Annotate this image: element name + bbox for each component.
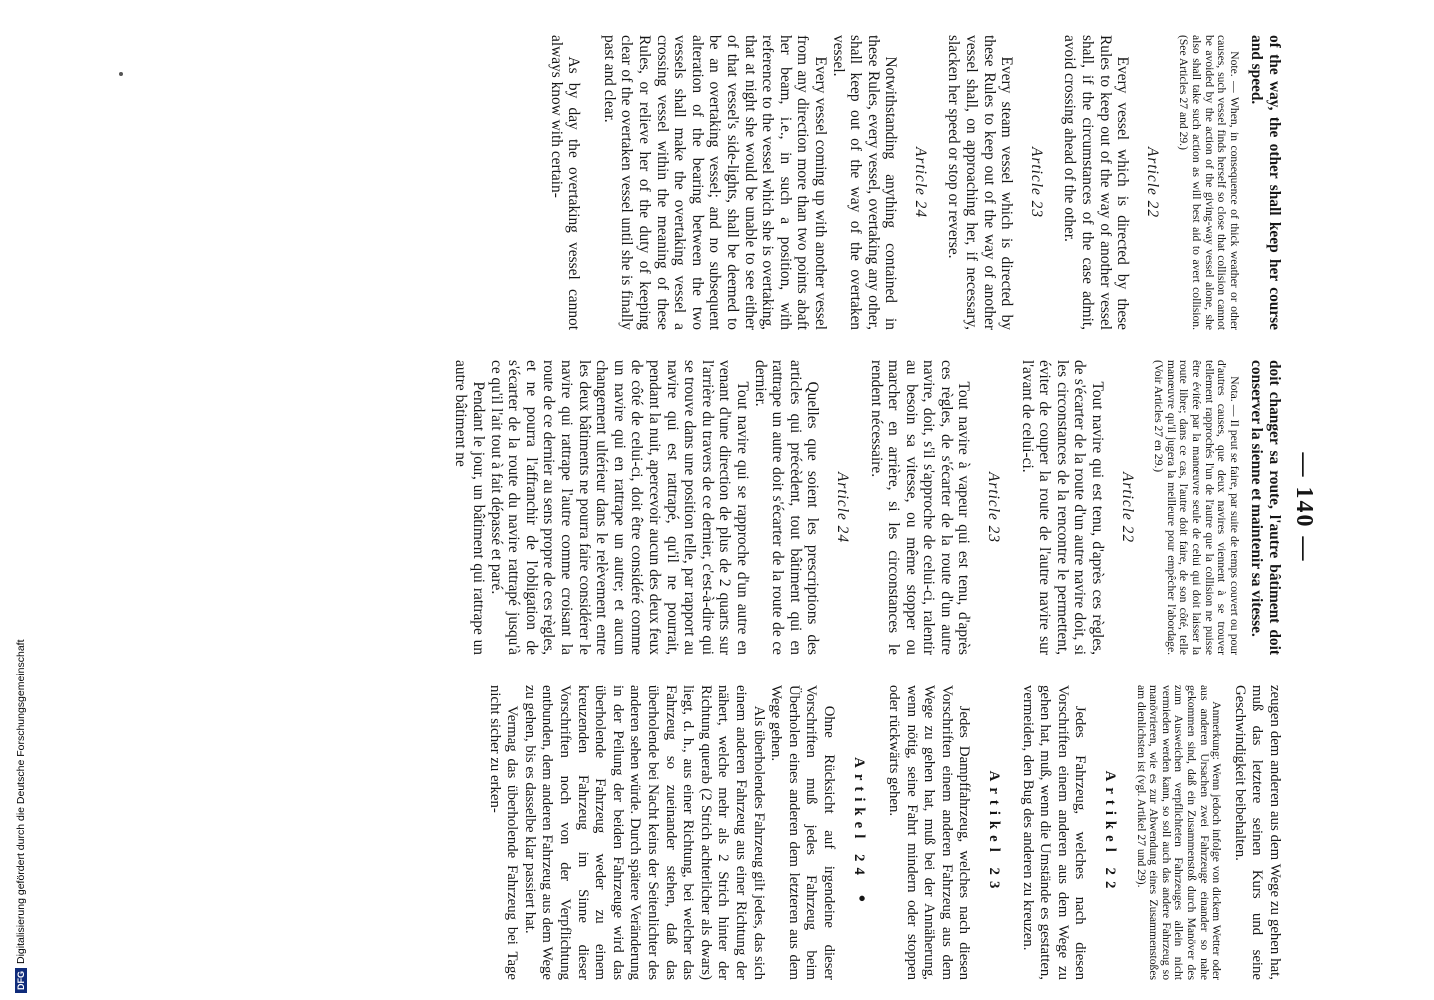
english-article-24-para-3: As by day the overtaking vessel cannot always know with certain- — [547, 35, 583, 330]
german-article-22-text: Jedes Fahrzeug, welches nach diesen Vorschriften einem anderen aus dem Wege zu gehen hat, muß, wenn die Umstände es gestatten, vermeiden, den Bug des anderen zu kreuzen. — [1019, 685, 1089, 980]
dfg-footer-text: Digitalisierung gefördert durch die Deutsche Forschungsgemeinschaft — [15, 639, 27, 964]
english-column — [113, 35, 1283, 330]
english-article-24-heading: Article 24 — [911, 146, 929, 219]
french-article-24-para-3: Pendant le jour, un bâtiment qui rattrape un autre bâtiment ne — [452, 360, 488, 655]
german-article-24-para-1: Ohne Rücksicht auf irgendeine dieser Vorschriften muß jedes Fahrzeug beim Überholen eines anderen dem letzteren aus dem Wege gehen. — [768, 685, 837, 980]
english-article-24-para-1: Notwithstanding anything contained in these Rules, every vessel, overtaking any other, shall keep out of the way of the overtaken vessel. — [829, 35, 900, 330]
english-article-22-text: Every vessel which is directed by these Rules to keep out of the way of another vessel shall, if the circumstances of the case admit, avoid crossing ahead of the other. — [1061, 35, 1132, 330]
french-article-24-heading: Article 24 — [833, 471, 851, 544]
german-column — [113, 685, 1283, 980]
french-article-23-heading: Article 23 — [985, 471, 1003, 544]
french-article-24-para-2: Tout navire qui se rapproche d'un autre en venant d'une direction de plus de 2 quarts sur l'arrière du travers de ce dernier, c'est-à-dire qui se trouve dans une position telle, par rapport au navire qui est rattrapé, qu'il ne pourrait, pendant la nuit, apercevoir aucun des deux feux de côté de celui-ci, doit être considéré comme un navire qui en rattrape un autre; et aucun changement ultérieur dans le relèvement entre les deux bâtiments ne pourra faire considérer le navire qui rattrape l'autre comme croisant la route de ce dernier au sens propre de ces règles, et ne pourra l'affranchir de l'obligation de s'écarter de la route du navire rattrapé jusqu'à ce qu'il l'ait tout à fait dépassé et paré. — [487, 360, 751, 655]
french-intro: doit changer sa route, l'autre bâtiment doit conserver la sienne et maintenir sa vitesse. — [1248, 360, 1283, 655]
scan-speck — [119, 72, 123, 76]
french-note: Nota. — Il peut se faire, par suite de temps couvert ou pour d'autres causes, que deux navires viennent à se trouver tellement rapprochés l'un de l'autre que la collision ne puisse être évitée par la manœuvre seule de celui qui doit laisser la route libre; dans ce cas, l'autre doit faire, de son côté, telle manœuvre qu'il jugera la meilleure pour empêcher l'abordage. (Voir Articles 27 en 29.) — [1152, 360, 1241, 655]
german-article-23-text: Jedes Dampffahrzeug, welches nach diesen Vorschriften einem anderen Fahrzeug aus dem Wege zu gehen hat, muß bei der Annäherung, wenn nötig, seine Fahrt mindern oder stoppen oder rückwärts gehen. — [886, 685, 973, 980]
french-column — [113, 360, 1283, 655]
german-article-22-heading: Artikel 22 — [1102, 770, 1119, 895]
dfg-footer — [15, 639, 27, 993]
german-article-24-title: Artikel 24 — [850, 757, 867, 881]
german-article-24-heading — [849, 685, 872, 980]
english-article-22-heading: Article 22 — [1143, 146, 1161, 219]
french-article-24-para-1: Quelles que soient les prescriptions des articles qui précèdent, tout bâtiment qui en rattrape un autre doit s'écarter de la route de ce dernier. — [751, 360, 822, 655]
german-article-24-para-2: Als überholendes Fahrzeug gilt jedes, das sich einem anderen Fahrzeug aus einer Richtung der nähert, welche mehr als 2 Strich hinter der Richtung querab (2 Strich achterlicher als dwars) liegt, d. h., aus einer Richtung, bei welcher das Fahrzeug so zueinander stehen, daß das überholende bei Nacht keins der Seitenlichter des anderen sehen würde. Durch spätere Veränderung in der Peilung der beiden Fahrzeuge wird das überholende Fahrzeug weder zu einem kreuzenden Fahrzeug im Sinne dieser Vorschriften noch von der Verpflichtung entbunden, dem anderen Fahrzeug aus dem Wege zu gehen, bis es dasselbe klar passiert hat. — [521, 685, 767, 980]
english-note: Note. — When, in consequence of thick weather or other causes, such vessel finds herself so close that collision cannot be avoided by the action of the giving-way vessel alone, she also shall take such action as will best aid to avert collision. (See Articles 27 and 29.) — [1177, 35, 1241, 330]
german-intro: zeugen dem anderen aus dem Wege zu gehen hat, muß das letztere seinen Kurs und seine Geschwindigkeit beibehalten. — [1231, 685, 1283, 980]
english-article-24-para-2: Every vessel coming up with another vessel from any direction more than two points abaft her beam, i.e., in such a position, with reference to the vessel which she is overtaking, that at night she would be unable to see either of that vessel's side-lights, shall be deemed to be an overtaking vessel; and no subsequent alteration of the bearing between the two vessels shall make the overtaking vessel a crossing vessel within the meaning of these Rules, or relieve her of the duty of keeping clear of the overtaken vessel until she is finally past and clear. — [600, 35, 829, 330]
french-article-23-text: Tout navire à vapeur qui est tenu, d'après ces règles, de s'écarter de la route d'un autre navire, doit, s'il s'approche de celui-ci, ralentir au besoin sa vitesse, ou même stopper ou marcher en arrière, si les circonstances le rendent nécessaire. — [867, 360, 973, 655]
rotated-page — [102, 35, 1317, 980]
page-number: — 140 — — [1291, 452, 1317, 563]
german-article-23-heading: Artikel 23 — [986, 770, 1003, 895]
german-article-24-para-3: Vermag das überholende Fahrzeug bei Tage nicht sicher zu erken- — [486, 685, 521, 980]
dfg-logo: DFG — [15, 968, 27, 993]
english-article-23-heading: Article 23 — [1027, 146, 1045, 219]
english-article-23-text: Every steam vessel which is directed by these Rules to keep out of the way of another vessel shall, on approaching her, if necessary, slacken her speed or stop or reverse. — [945, 35, 1016, 330]
english-intro: of the way, the other shall keep her course and speed. — [1248, 35, 1283, 330]
french-article-22-text: Tout navire qui est tenu, d'après ces règles, de s'écarter de la route d'un autre navire doit, si les circonstances de la rencontre le permettent, éviter de couper la route de l'autre navire sur l'avant de celui-ci. — [1018, 360, 1107, 655]
ink-dot-mark: • — [849, 894, 872, 908]
french-article-22-heading: Article 22 — [1118, 471, 1136, 544]
german-note: Anmerkung: Wenn jedoch infolge von dickem Wetter oder aus anderen Ursachen zwei Fahrzeuge einander so nahe gekommen sind, daß ein Zusammenstoß durch Manöver des zum Ausweichen verpflichteten Fahrzeuges allein nicht vermieden werden kann, so soll auch das andere Fahrzeug so manövrieren, wie es zur Abwendung eines Zusammenstoßes am dienlichsten ist (vgl. Artikel 27 und 29). — [1134, 685, 1224, 980]
